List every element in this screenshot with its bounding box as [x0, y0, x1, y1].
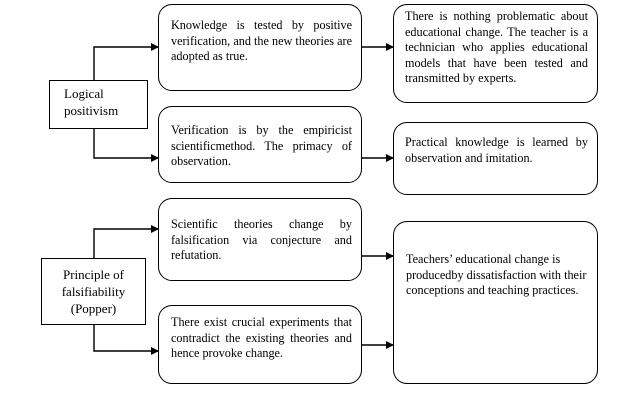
teachers-change-box: [393, 221, 598, 384]
practical-knowledge-box: [393, 122, 598, 195]
teachers-change-text: Teachers’ educational change is producedby dissatisfaction with their conceptions and teaching practices.: [406, 252, 587, 297]
scientific-theories-box: [158, 198, 362, 281]
logical-positivism-box: [49, 80, 148, 129]
arrow-logical-to-verification: [94, 47, 158, 80]
scientific-theories-text: Scientific theories change by falsification via conjecture and refutation.: [171, 217, 352, 262]
positive-verification-box: [158, 4, 362, 91]
empiricist-verification-text: Verification is by the empiricist scientificmethod. The primacy of observation.: [171, 123, 352, 168]
logical-positivism-text: Logical positivism: [64, 86, 119, 118]
falsifiability-text: Principle of falsifiability (Popper): [61, 267, 126, 316]
nothing-problematic-text: There is nothing problematic about educational change. The teacher is a technician who applies educational models that have been tested and transmitted by experts.: [405, 9, 588, 85]
positive-verification-text: Knowledge is tested by positive verification, and the new theories are adopted as true.: [171, 18, 352, 63]
nothing-problematic-box: [393, 4, 598, 103]
arrow-falsifiability-to-crucial: [94, 325, 158, 351]
crucial-experiments-box: [158, 305, 362, 384]
arrow-falsifiability-to-scientific: [94, 229, 158, 258]
empiricist-verification-box: [158, 106, 362, 183]
practical-knowledge-text: Practical knowledge is learned by observation and imitation.: [405, 135, 588, 165]
arrow-logical-to-empiricist: [94, 129, 158, 158]
falsifiability-box: [41, 258, 146, 325]
crucial-experiments-text: There exist crucial experiments that contradict the existing theories and hence provoke change.: [171, 315, 352, 360]
